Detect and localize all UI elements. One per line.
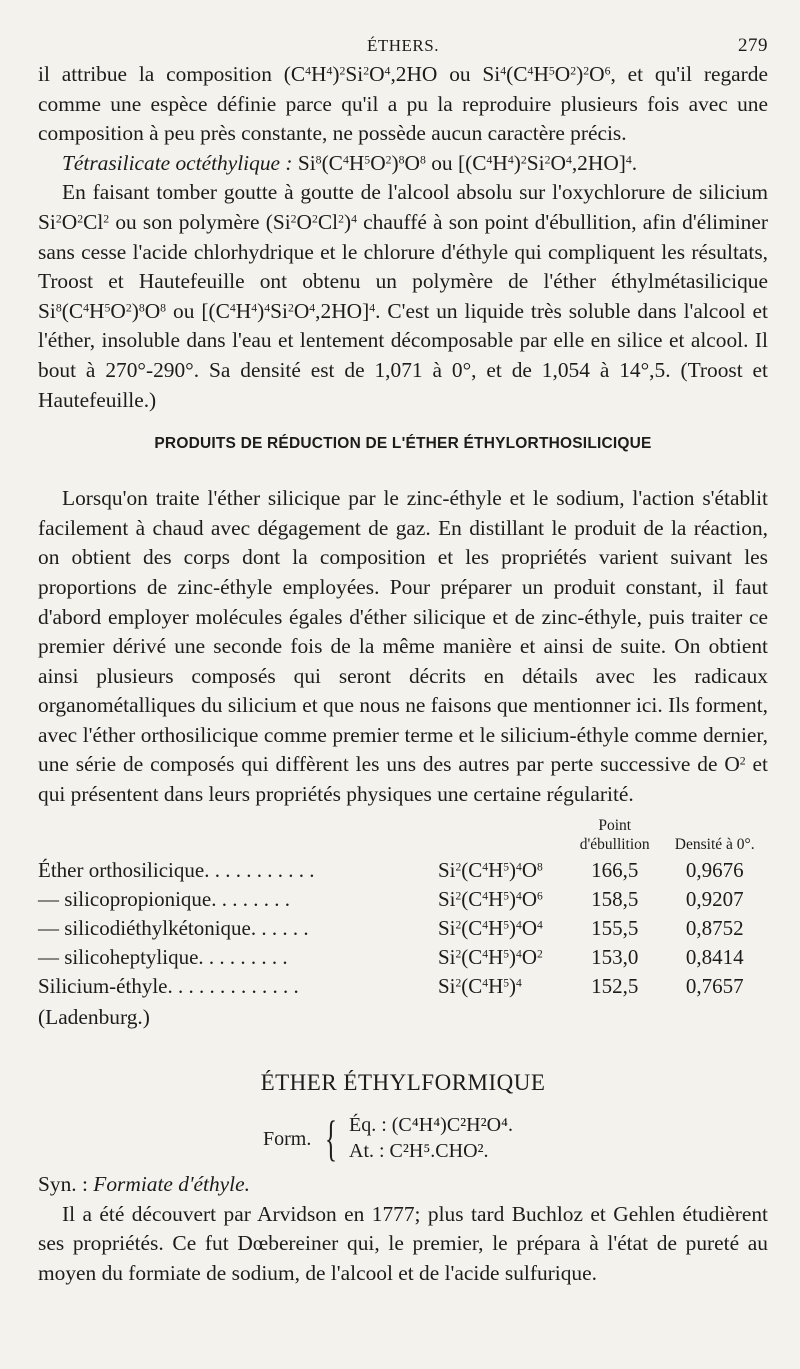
table-row: [38, 914, 768, 943]
compound-formula: $Si^2(C^4H^5)^4O^6$: [438, 886, 543, 911]
table-source: (Ladenburg.): [38, 1004, 150, 1029]
table-header-row: [38, 816, 768, 856]
body-text: [38, 60, 768, 1289]
book-page: [38, 30, 768, 1289]
boiling-point-value: 152,5: [591, 973, 639, 998]
compound-label: Tétrasilicate octéthylique :: [62, 150, 293, 175]
table-row: [38, 856, 768, 885]
boiling-point-value: 155,5: [591, 915, 639, 940]
atomic-formula: At. : C²H⁵.CHO².: [349, 1140, 489, 1163]
formula-block: [263, 1110, 768, 1170]
paragraph-5: Il a été découvert par Arvidson en 1777; plus tard Buchloz et Gehlen étudièrent ses propriétés. Ce fut Dœbereiner qui, le premier, le prépara à l'état de pureté au moyen du formiate de sodium, de l'alcool et de l'acide sulfurique.: [38, 1201, 768, 1286]
compound-formula: $Si^2(C^4H^5)^4O^4$: [438, 915, 543, 940]
col-header-boiling-point: Point d'ébullition: [579, 816, 650, 853]
section-heading: ÉTHER ÉTHYLFORMIQUE: [260, 1070, 546, 1096]
density-value: 0,9207: [685, 886, 744, 911]
compound-name: — silicodiéthylkétonique. . . . . .: [38, 915, 309, 940]
table-row: [38, 943, 768, 972]
section-title: PRODUITS DE RÉDUCTION DE L'ÉTHER ÉTHYLORTHOSILICIQUE: [154, 435, 652, 453]
density-value: 0,8752: [685, 915, 744, 940]
compound-formula: $Si^2(C^4H^5)^4O^2$: [438, 944, 543, 969]
boiling-point-value: 158,5: [591, 886, 639, 911]
compound-formula: $Si^2(C^4H^5)^4O^8$: [438, 857, 543, 882]
table-row: [38, 885, 768, 914]
compound-name: Éther orthosilicique. . . . . . . . . . .: [38, 857, 315, 882]
boiling-point-value: 166,5: [591, 857, 639, 882]
running-title: ÉTHERS.: [367, 36, 439, 55]
page-header: [38, 30, 768, 60]
page-number: 279: [738, 35, 768, 56]
paragraph-3: En faisant tomber goutte à goutte de l'alcool absolu sur l'oxychlorure de silicium $Si^2O^2Cl^2$ ou son polymère $(Si^2O^2Cl^2)^4$ chauffé à son point d'ébullition, afin d'éliminer sans cesse l'acide chlorhydrique et le chlorure d'éthyle qui compliquent les résultats, Troost et Hautefeuille ont obtenu un polymère de l'éther éthylmétasilicique $Si^8(C^4H^5O^2)^8O^8$ ou $[(C^4H^4)^4Si^2O^4,2HO]^4$. C'est un liquide très soluble dans l'alcool et l'éther, insoluble dans l'eau et lentement décomposable par elle en silice et alcool. Il bout à 270°-290°. Sa densité est de 1,071 à 0°, et de 1,054 à 14°,5. (Troost et Hautefeuille.): [38, 180, 768, 412]
formula-label: Form.: [263, 1128, 312, 1151]
compound-formula: $Si^2(C^4H^5)^4$: [438, 973, 522, 998]
synonym-value: Formiate d'éthyle.: [93, 1172, 250, 1197]
paragraph-2: Tétrasilicate octéthylique : $Si^8(C^4H^5O^2)^8O^8$ ou $[(C^4H^4)^2Si^2O^4,2HO]^4$.: [62, 150, 638, 175]
boiling-point-value: 153,0: [591, 944, 639, 969]
paragraph-1: il attribue la composition $(C^4H^4)^2Si^2O^4,2HO$ ou $Si^4(C^4H^5O^2)^2O^6$, et qu'il regarde comme une espèce définie parce qu'il a pu la reproduire plusieurs fois avec une composition à peu près constante, ne possède aucun caractère précis.: [38, 62, 768, 146]
col-header-density: Densité à 0°.: [674, 835, 755, 853]
compound-name: Silicium-éthyle. . . . . . . . . . . . .: [38, 973, 299, 998]
compound-name: — silicopropionique. . . . . . . .: [38, 886, 290, 911]
density-value: 0,9676: [685, 857, 744, 882]
properties-table: [38, 816, 768, 1001]
equivalent-formula: Éq. : (C⁴H⁴)C²H²O⁴.: [349, 1114, 514, 1137]
table-row: [38, 972, 768, 1001]
density-value: 0,7657: [685, 973, 744, 998]
paragraph-4: Lorsqu'on traite l'éther silicique par le zinc-éthyle et le sodium, l'action s'établit facilement à chaud avec dégagement de gaz. En distillant le produit de la réaction, on obtient des corps dont la composition et les propriétés varient suivant les proportions de zinc-éthyle employées. Pour préparer un produit constant, il faut d'abord employer molécules égales d'éther silicique et de zinc-éthyle, puis traiter ce premier dérivé une seconde fois de la même manière et ainsi de suite. On obtient ainsi plusieurs composés qui seront décrits en détails avec les radicaux organométalliques du silicium et que nous ne faisons que mentionner ici. Ils forment, avec l'éther orthosilicique comme premier terme et le silicium-éthyle comme dernier, une série de composés qui diffèrent les uns des autres par perte successive de $O^2$ et qui présentent dans leurs propriétés physiques une certaine régularité.: [38, 486, 768, 807]
compound-name: — silicoheptylique. . . . . . . . .: [38, 944, 288, 969]
density-value: 0,8414: [685, 944, 744, 969]
synonym-line: Syn. : Formiate d'éthyle.: [38, 1172, 250, 1197]
brace-icon: {: [325, 1110, 337, 1167]
